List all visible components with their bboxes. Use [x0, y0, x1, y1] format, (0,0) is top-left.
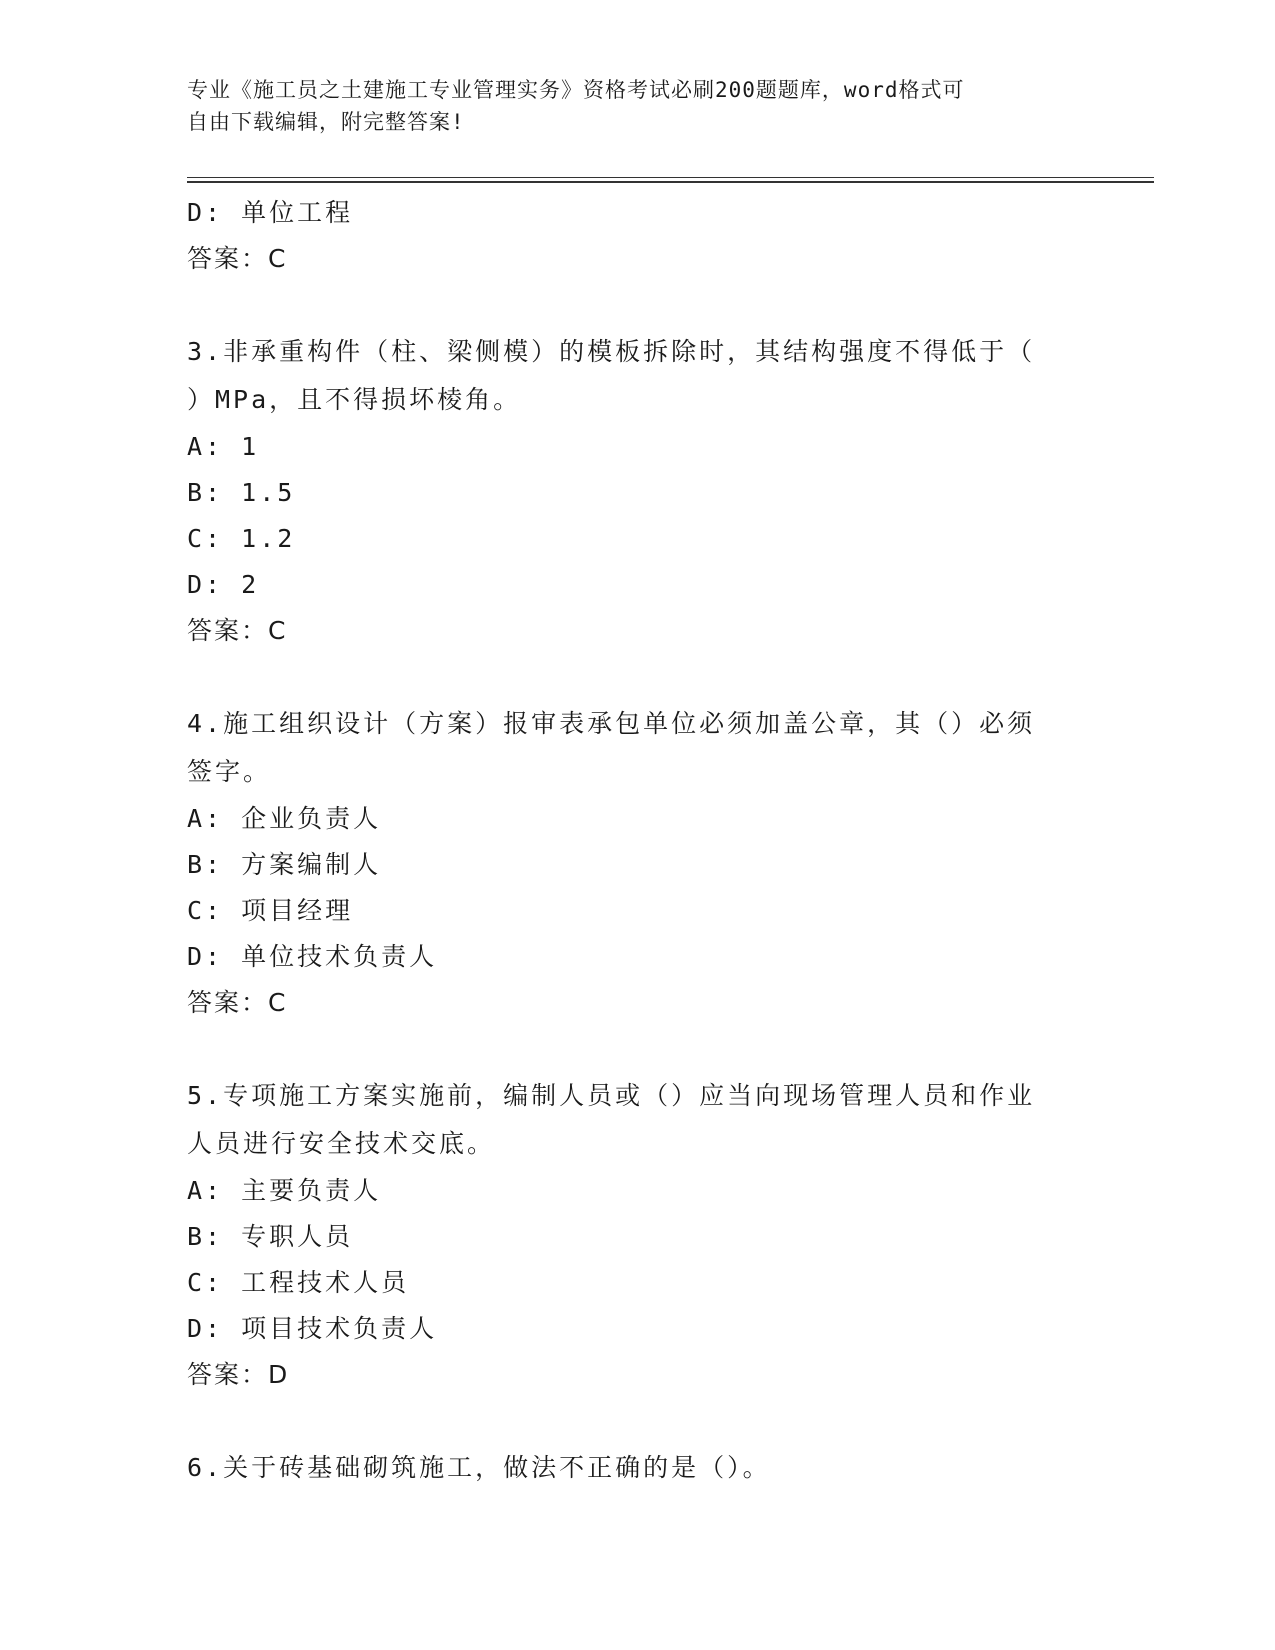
question-text-line: ）MPa，且不得损坏棱角。: [187, 385, 522, 414]
option-b: B: 1.5: [187, 478, 296, 507]
question-4: [187, 700, 1087, 1026]
option-b: B: 专职人员: [187, 1222, 354, 1251]
header-divider: [187, 177, 1154, 178]
option-c: C: 项目经理: [187, 896, 354, 925]
question-5: [187, 1072, 1087, 1398]
option-d: D: 2: [187, 570, 260, 599]
option-a: A: 企业负责人: [187, 804, 382, 833]
answer: 答案：C: [187, 616, 288, 645]
question-3: [187, 328, 1087, 654]
option-a: A: 主要负责人: [187, 1176, 382, 1205]
option-c: C: 工程技术人员: [187, 1268, 410, 1297]
answer: 答案：D: [187, 1360, 290, 1389]
question-text-line: 5.专项施工方案实施前，编制人员或（）应当向现场管理人员和作业: [187, 1081, 1036, 1110]
question-body: [187, 190, 1087, 1492]
header-line-2: 自由下载编辑，附完整答案!: [187, 110, 465, 134]
answer: 答案：C: [187, 988, 288, 1017]
option-b: B: 方案编制人: [187, 850, 382, 879]
question-text-line: 人员进行安全技术交底。: [187, 1129, 496, 1158]
question-text-line: 6.关于砖基础砌筑施工，做法不正确的是（）。: [187, 1453, 771, 1482]
page-header: [187, 74, 1067, 138]
question-text-line: 签字。: [187, 757, 272, 786]
option-a: A: 1: [187, 432, 260, 461]
prev-answer: 答案：C: [187, 244, 288, 273]
header-line-1: 专业《施工员之土建施工专业管理实务》资格考试必刷200题题库，word格式可: [187, 78, 965, 102]
header-divider-thick: [187, 181, 1154, 183]
option-d: D: 单位技术负责人: [187, 942, 438, 971]
question-text-line: 4.施工组织设计（方案）报审表承包单位必须加盖公章，其（）必须: [187, 709, 1036, 738]
prev-option-d: D: 单位工程: [187, 198, 354, 227]
option-d: D: 项目技术负责人: [187, 1314, 438, 1343]
question-text-line: 3.非承重构件（柱、梁侧模）的模板拆除时，其结构强度不得低于（: [187, 337, 1036, 366]
option-c: C: 1.2: [187, 524, 296, 553]
question-6: [187, 1444, 1087, 1492]
